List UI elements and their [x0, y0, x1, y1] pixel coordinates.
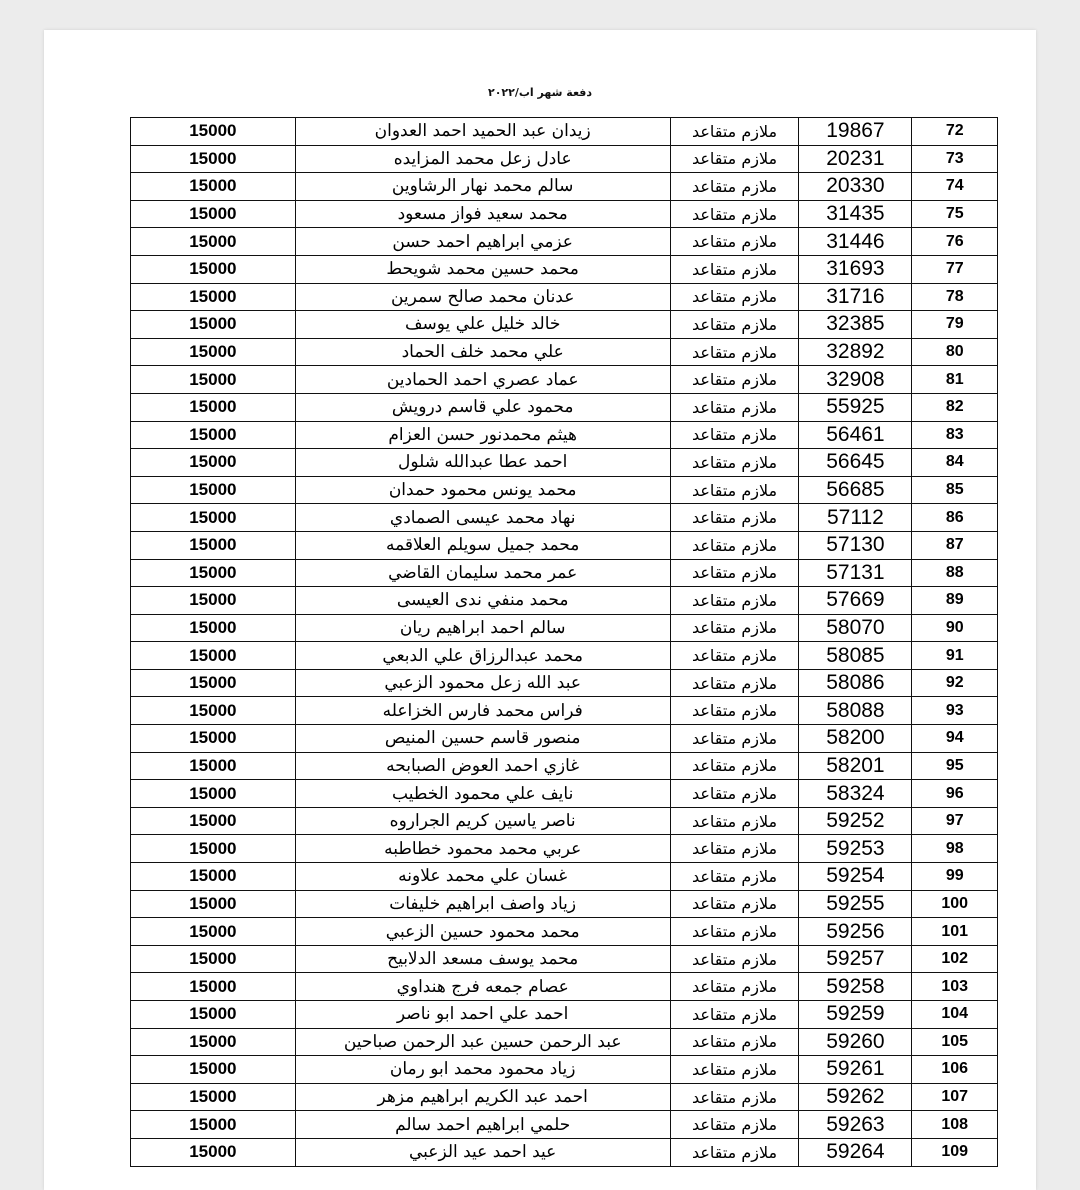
- table-row: [131, 283, 998, 311]
- military-number-cell: 58200: [799, 725, 912, 753]
- amount-cell: 15000: [131, 752, 296, 780]
- military-number-cell: 59262: [799, 1083, 912, 1111]
- amount-cell: 15000: [131, 173, 296, 201]
- rank-cell: ملازم متقاعد: [670, 173, 799, 201]
- military-number-cell: 59263: [799, 1111, 912, 1139]
- sequence-cell: 96: [912, 780, 998, 808]
- sequence-cell: 97: [912, 807, 998, 835]
- rank-cell: ملازم متقاعد: [670, 366, 799, 394]
- table-row: [131, 476, 998, 504]
- sequence-cell: 85: [912, 476, 998, 504]
- amount-cell: 15000: [131, 283, 296, 311]
- amount-cell: 15000: [131, 973, 296, 1001]
- table-row: [131, 338, 998, 366]
- rank-cell: ملازم متقاعد: [670, 476, 799, 504]
- military-number-cell: 58324: [799, 780, 912, 808]
- name-cell: هيثم محمدنور حسن العزام: [295, 421, 670, 449]
- name-cell: علي محمد خلف الحماد: [295, 338, 670, 366]
- table-row: [131, 1111, 998, 1139]
- military-number-cell: 58088: [799, 697, 912, 725]
- name-cell: فراس محمد فارس الخزاعله: [295, 697, 670, 725]
- amount-cell: 15000: [131, 725, 296, 753]
- table-row: [131, 1001, 998, 1029]
- sequence-cell: 103: [912, 973, 998, 1001]
- rank-cell: ملازم متقاعد: [670, 1056, 799, 1084]
- table-row: [131, 697, 998, 725]
- military-number-cell: 56461: [799, 421, 912, 449]
- military-number-cell: 59254: [799, 863, 912, 891]
- table-row: [131, 1083, 998, 1111]
- military-number-cell: 55925: [799, 393, 912, 421]
- rank-cell: ملازم متقاعد: [670, 697, 799, 725]
- sequence-cell: 86: [912, 504, 998, 532]
- name-cell: عدنان محمد صالح سمرين: [295, 283, 670, 311]
- table-row: [131, 366, 998, 394]
- amount-cell: 15000: [131, 807, 296, 835]
- military-number-cell: 58201: [799, 752, 912, 780]
- sequence-cell: 94: [912, 725, 998, 753]
- rank-cell: ملازم متقاعد: [670, 863, 799, 891]
- name-cell: ناصر ياسين كريم الجراروه: [295, 807, 670, 835]
- military-number-cell: 59257: [799, 945, 912, 973]
- rank-cell: ملازم متقاعد: [670, 200, 799, 228]
- amount-cell: 15000: [131, 311, 296, 339]
- military-number-cell: 20231: [799, 145, 912, 173]
- name-cell: محمد يونس محمود حمدان: [295, 476, 670, 504]
- amount-cell: 15000: [131, 118, 296, 146]
- table-row: [131, 973, 998, 1001]
- military-number-cell: 31693: [799, 255, 912, 283]
- military-number-cell: 59260: [799, 1028, 912, 1056]
- amount-cell: 15000: [131, 642, 296, 670]
- amount-cell: 15000: [131, 228, 296, 256]
- sequence-cell: 80: [912, 338, 998, 366]
- sequence-cell: 101: [912, 918, 998, 946]
- amount-cell: 15000: [131, 1001, 296, 1029]
- sequence-cell: 73: [912, 145, 998, 173]
- name-cell: احمد عبد الكريم ابراهيم مزهر: [295, 1083, 670, 1111]
- name-cell: عبد الله زعل محمود الزعبي: [295, 669, 670, 697]
- sequence-cell: 104: [912, 1001, 998, 1029]
- military-number-cell: 32908: [799, 366, 912, 394]
- amount-cell: 15000: [131, 504, 296, 532]
- name-cell: محمد يوسف مسعد الدلابيح: [295, 945, 670, 973]
- military-number-cell: 56685: [799, 476, 912, 504]
- rank-cell: ملازم متقاعد: [670, 587, 799, 615]
- sequence-cell: 99: [912, 863, 998, 891]
- military-number-cell: 58086: [799, 669, 912, 697]
- rank-cell: ملازم متقاعد: [670, 918, 799, 946]
- sequence-cell: 83: [912, 421, 998, 449]
- name-cell: غازي احمد العوض الصبابحه: [295, 752, 670, 780]
- sequence-cell: 74: [912, 173, 998, 201]
- amount-cell: 15000: [131, 780, 296, 808]
- name-cell: زياد محمود محمد ابو رمان: [295, 1056, 670, 1084]
- amount-cell: 15000: [131, 559, 296, 587]
- name-cell: احمد عطا عبدالله شلول: [295, 449, 670, 477]
- sequence-cell: 87: [912, 531, 998, 559]
- sequence-cell: 75: [912, 200, 998, 228]
- sequence-cell: 79: [912, 311, 998, 339]
- military-number-cell: 59253: [799, 835, 912, 863]
- sequence-cell: 105: [912, 1028, 998, 1056]
- table-row: [131, 587, 998, 615]
- rank-cell: ملازم متقاعد: [670, 669, 799, 697]
- table-row: [131, 421, 998, 449]
- military-number-cell: 59256: [799, 918, 912, 946]
- name-cell: نايف علي محمود الخطيب: [295, 780, 670, 808]
- sequence-cell: 107: [912, 1083, 998, 1111]
- amount-cell: 15000: [131, 145, 296, 173]
- table-row: [131, 642, 998, 670]
- table-row: [131, 118, 998, 146]
- amount-cell: 15000: [131, 255, 296, 283]
- military-number-cell: 57131: [799, 559, 912, 587]
- table-row: [131, 504, 998, 532]
- rank-cell: ملازم متقاعد: [670, 449, 799, 477]
- sequence-cell: 76: [912, 228, 998, 256]
- table-row: [131, 1138, 998, 1166]
- sequence-cell: 100: [912, 890, 998, 918]
- table-row: [131, 1056, 998, 1084]
- amount-cell: 15000: [131, 338, 296, 366]
- sequence-cell: 89: [912, 587, 998, 615]
- document-page: [44, 30, 1036, 1190]
- military-number-cell: 57112: [799, 504, 912, 532]
- name-cell: سالم محمد نهار الرشاوين: [295, 173, 670, 201]
- table-row: [131, 200, 998, 228]
- name-cell: غسان علي محمد علاونه: [295, 863, 670, 891]
- rank-cell: ملازم متقاعد: [670, 973, 799, 1001]
- name-cell: محمد منفي ندى العيسى: [295, 587, 670, 615]
- amount-cell: 15000: [131, 614, 296, 642]
- table-row: [131, 780, 998, 808]
- amount-cell: 15000: [131, 421, 296, 449]
- table-row: [131, 559, 998, 587]
- table-row: [131, 945, 998, 973]
- rank-cell: ملازم متقاعد: [670, 1111, 799, 1139]
- name-cell: حلمي ابراهيم احمد سالم: [295, 1111, 670, 1139]
- sequence-cell: 93: [912, 697, 998, 725]
- sequence-cell: 82: [912, 393, 998, 421]
- amount-cell: 15000: [131, 918, 296, 946]
- name-cell: محمد حسين محمد شويحط: [295, 255, 670, 283]
- sequence-cell: 72: [912, 118, 998, 146]
- table-row: [131, 890, 998, 918]
- rank-cell: ملازم متقاعد: [670, 1001, 799, 1029]
- table-row: [131, 393, 998, 421]
- rank-cell: ملازم متقاعد: [670, 835, 799, 863]
- name-cell: عربي محمد محمود خطاطبه: [295, 835, 670, 863]
- amount-cell: 15000: [131, 200, 296, 228]
- sequence-cell: 98: [912, 835, 998, 863]
- name-cell: نهاد محمد عيسى الصمادي: [295, 504, 670, 532]
- sequence-cell: 91: [912, 642, 998, 670]
- rank-cell: ملازم متقاعد: [670, 504, 799, 532]
- table-row: [131, 725, 998, 753]
- rank-cell: ملازم متقاعد: [670, 255, 799, 283]
- sequence-cell: 92: [912, 669, 998, 697]
- amount-cell: 15000: [131, 890, 296, 918]
- table-row: [131, 835, 998, 863]
- military-number-cell: 32892: [799, 338, 912, 366]
- military-number-cell: 59261: [799, 1056, 912, 1084]
- table-row: [131, 145, 998, 173]
- name-cell: محمد جميل سويلم العلاقمه: [295, 531, 670, 559]
- sequence-cell: 109: [912, 1138, 998, 1166]
- amount-cell: 15000: [131, 1111, 296, 1139]
- amount-cell: 15000: [131, 835, 296, 863]
- rank-cell: ملازم متقاعد: [670, 725, 799, 753]
- amount-cell: 15000: [131, 1056, 296, 1084]
- table-row: [131, 255, 998, 283]
- amount-cell: 15000: [131, 531, 296, 559]
- military-number-cell: 32385: [799, 311, 912, 339]
- amount-cell: 15000: [131, 587, 296, 615]
- sequence-cell: 77: [912, 255, 998, 283]
- sequence-cell: 102: [912, 945, 998, 973]
- rank-cell: ملازم متقاعد: [670, 531, 799, 559]
- table-row: [131, 614, 998, 642]
- amount-cell: 15000: [131, 366, 296, 394]
- rank-cell: ملازم متقاعد: [670, 145, 799, 173]
- table-row: [131, 752, 998, 780]
- name-cell: محمد سعيد فواز مسعود: [295, 200, 670, 228]
- amount-cell: 15000: [131, 697, 296, 725]
- sequence-cell: 90: [912, 614, 998, 642]
- rank-cell: ملازم متقاعد: [670, 311, 799, 339]
- rank-cell: ملازم متقاعد: [670, 752, 799, 780]
- table-row: [131, 531, 998, 559]
- table-row: [131, 311, 998, 339]
- rank-cell: ملازم متقاعد: [670, 642, 799, 670]
- sequence-cell: 106: [912, 1056, 998, 1084]
- amount-cell: 15000: [131, 863, 296, 891]
- military-number-cell: 56645: [799, 449, 912, 477]
- rank-cell: ملازم متقاعد: [670, 1028, 799, 1056]
- table-row: [131, 863, 998, 891]
- amount-cell: 15000: [131, 393, 296, 421]
- table-row: [131, 918, 998, 946]
- sequence-cell: 84: [912, 449, 998, 477]
- military-number-cell: 31435: [799, 200, 912, 228]
- name-cell: محمد عبدالرزاق علي الدبعي: [295, 642, 670, 670]
- sequence-cell: 81: [912, 366, 998, 394]
- amount-cell: 15000: [131, 669, 296, 697]
- name-cell: عبد الرحمن حسين عبد الرحمن صباحين: [295, 1028, 670, 1056]
- military-number-cell: 58085: [799, 642, 912, 670]
- name-cell: زيدان عبد الحميد احمد العدوان: [295, 118, 670, 146]
- rank-cell: ملازم متقاعد: [670, 338, 799, 366]
- rank-cell: ملازم متقاعد: [670, 559, 799, 587]
- table-row: [131, 807, 998, 835]
- name-cell: زياد واصف ابراهيم خليفات: [295, 890, 670, 918]
- amount-cell: 15000: [131, 1083, 296, 1111]
- sequence-cell: 108: [912, 1111, 998, 1139]
- sequence-cell: 78: [912, 283, 998, 311]
- military-number-cell: 20330: [799, 173, 912, 201]
- military-number-cell: 59259: [799, 1001, 912, 1029]
- rank-cell: ملازم متقاعد: [670, 118, 799, 146]
- name-cell: احمد علي احمد ابو ناصر: [295, 1001, 670, 1029]
- rank-cell: ملازم متقاعد: [670, 283, 799, 311]
- rank-cell: ملازم متقاعد: [670, 421, 799, 449]
- name-cell: عصام جمعه فرج هنداوي: [295, 973, 670, 1001]
- rank-cell: ملازم متقاعد: [670, 807, 799, 835]
- military-number-cell: 59264: [799, 1138, 912, 1166]
- military-number-cell: 57130: [799, 531, 912, 559]
- military-number-cell: 31716: [799, 283, 912, 311]
- military-number-cell: 19867: [799, 118, 912, 146]
- table-row: [131, 669, 998, 697]
- table-row: [131, 228, 998, 256]
- military-number-cell: 57669: [799, 587, 912, 615]
- rank-cell: ملازم متقاعد: [670, 228, 799, 256]
- document-header: دفعة شهر اب/٢٠٢٢: [487, 86, 592, 99]
- amount-cell: 15000: [131, 1028, 296, 1056]
- name-cell: سالم احمد ابراهيم ريان: [295, 614, 670, 642]
- payment-table: [130, 117, 998, 1167]
- amount-cell: 15000: [131, 1138, 296, 1166]
- amount-cell: 15000: [131, 476, 296, 504]
- table-row: [131, 173, 998, 201]
- military-number-cell: 59252: [799, 807, 912, 835]
- amount-cell: 15000: [131, 449, 296, 477]
- name-cell: عيد احمد عيد الزعبي: [295, 1138, 670, 1166]
- rank-cell: ملازم متقاعد: [670, 780, 799, 808]
- name-cell: عمر محمد سليمان القاضي: [295, 559, 670, 587]
- rank-cell: ملازم متقاعد: [670, 1083, 799, 1111]
- name-cell: عماد عصري احمد الحمادين: [295, 366, 670, 394]
- rank-cell: ملازم متقاعد: [670, 614, 799, 642]
- name-cell: محمود علي قاسم درويش: [295, 393, 670, 421]
- name-cell: عادل زعل محمد المزايده: [295, 145, 670, 173]
- military-number-cell: 59255: [799, 890, 912, 918]
- military-number-cell: 31446: [799, 228, 912, 256]
- amount-cell: 15000: [131, 945, 296, 973]
- name-cell: عزمي ابراهيم احمد حسن: [295, 228, 670, 256]
- name-cell: خالد خليل علي يوسف: [295, 311, 670, 339]
- payment-table-body: [131, 118, 998, 1167]
- name-cell: منصور قاسم حسين المنيص: [295, 725, 670, 753]
- rank-cell: ملازم متقاعد: [670, 945, 799, 973]
- rank-cell: ملازم متقاعد: [670, 393, 799, 421]
- sequence-cell: 88: [912, 559, 998, 587]
- name-cell: محمد محمود حسين الزعبي: [295, 918, 670, 946]
- table-row: [131, 449, 998, 477]
- sequence-cell: 95: [912, 752, 998, 780]
- military-number-cell: 58070: [799, 614, 912, 642]
- rank-cell: ملازم متقاعد: [670, 1138, 799, 1166]
- military-number-cell: 59258: [799, 973, 912, 1001]
- table-row: [131, 1028, 998, 1056]
- rank-cell: ملازم متقاعد: [670, 890, 799, 918]
